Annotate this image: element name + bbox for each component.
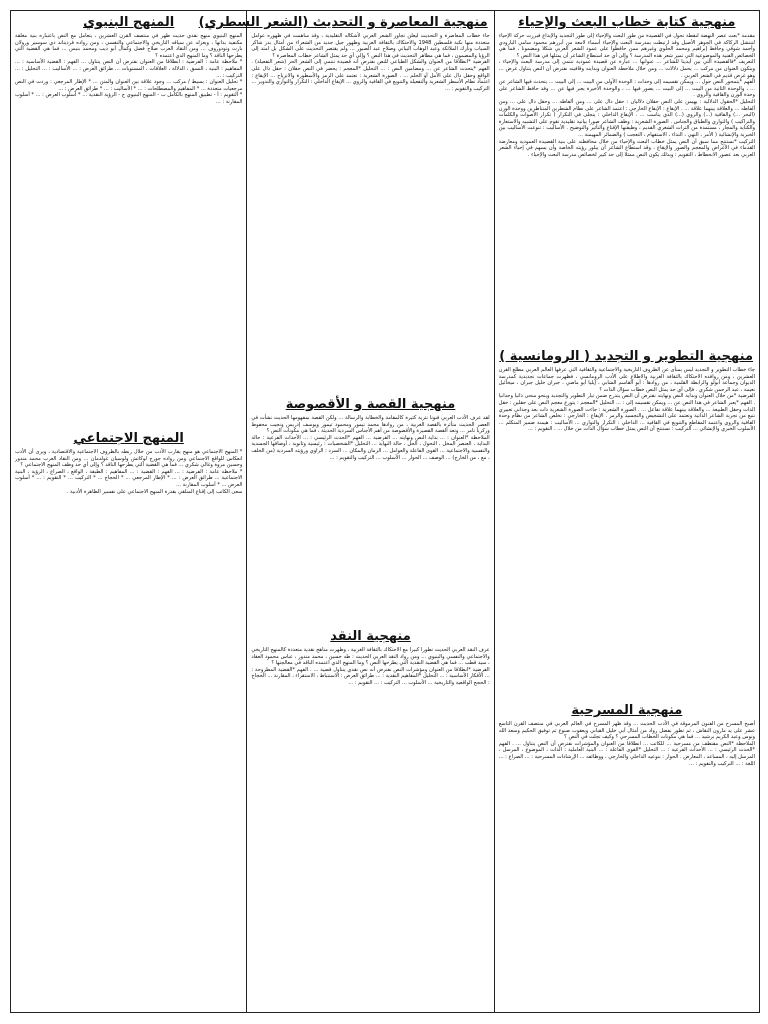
section-story <box>251 397 489 625</box>
analysis-paragraph: الفرضية *انطلاقا من العنوان ومؤشرات النص نفترض أنه نص نقدي يتناول قضية ... . الفهم *القضية المطروحة : ... الأفكار الأساسية : ... التحليل *المفاهيم النقدية : ... طرائق العرض : الاستنباط ، الاستقراء ، المقارنة ... الحجاج : الحجج الواقعية والتاريخية ... الأسلوب ... التركيب : ... التقويم : ... <box>251 666 490 686</box>
middle-column <box>198 11 493 1012</box>
section-theatre <box>499 703 755 1008</box>
synthesis-paragraph: التركيب *نستنتج مما سبق أن النص يمثل خطاب البعث والإحياء من خلال محافظته على بنية القصيدة العمودية ومعارضة القدماء في الأغراض والمعجم والصور والإيقاع ، وقد استطاع الشاعر أن يبلور رؤيته الخاصة وأن يسهم في إحياء الشعر العربي بعد عصور الانحطاط ، التقويم : وبذلك يكون النص ممثلا إلى حد كبير لخصائص مدرسة البعث والإحياء . <box>498 138 755 158</box>
section-heading: منهجية التطوير و التجديد ( الرومانسية ) <box>499 349 753 364</box>
comprehension-paragraph: الفهم *يتمحور النص حول ... ويمكن تقسيمه إلى وحدات : الوحدة الأولى من البيت ... إلى البيت ... يتحدث فيها الشاعر عن ... ، والوحدة الثانية من البيت ... إلى البيت ... يصور فيها ... ، والوحدة الأخيرة يعبر فيها عن ... وقد حافظ الشاعر على وحدة الوزن والقافية والروي . <box>498 79 755 99</box>
analysis-paragraph: الفرضية *انطلاقا من العنوان والشكل الطباعي للنص نفترض أنه قصيدة تنتمي إلى الشعر الحر (شعر التفعيلة) . الفهم *يتحدث الشاعر عن ... ومضامين النص : ... التحليل *المعجم : يحضر في النص حقلان : حقل دال على الواقع وحقل دال على الأمل أو الحلم ... . الصورة الشعرية : تعتمد على الرمز والأسطورة والانزياح ... الإيقاع : اعتماد نظام الأسطر الشعرية والتفعيلة والتنويع في القافية والروي ... الإيقاع الداخلي : التكرار والتوازي والتدوير ... التركيب والتقويم : ... <box>251 59 490 92</box>
intro-paragraph: المنهج البنيوي منهج نقدي حديث ظهر في منتصف القرن العشرين ، يتعامل مع النص باعتباره بنية مغلقة مكتفية بذاتها ، ويعزله عن سياقه التاريخي والاجتماعي والنفسي ، ومن رواده فرديناند دي سوسير ورولان بارت وتودوروف ... ومن النقاد العرب صلاح فضل وكمال أبو ديب ومحمد بنيس ... فما هي القضية التي يطرحها الناقد ؟ وما المنهج الذي اعتمده ؟ <box>14 33 243 59</box>
intro-paragraph: جاء خطاب التطوير و التجديد ليس بمنأى عن الظروف التاريخية والاجتماعية والثقافية التي عرفها العالم العربي مطلع القرن العشرين ، ومن روافده الاحتكاك بالثقافة الغربية والاطلاع على الأدب الرومانسي ، فظهرت جماعات تجديدية كمدرسة الديوان وجماعة أبولو والرابطة القلمية ، من روادها : أبو القاسم الشابي ، إيليا أبو ماضي ، جبران خليل جبران ، ميخائيل نعيمة ، عبد الرحمن شكري . فإلى أي حد يمثل النص خطاب سؤال الذات ؟ <box>498 367 755 393</box>
conclusion-paragraph: سعى الكاتب إلى إقناع المتلقي بقدرة المنهج الاجتماعي على تفسير الظاهرة الأدبية . <box>66 488 243 495</box>
intro-paragraph: لقد عرف الأدب العربي فنونا نثرية كثيرة كالمقامة والخطابة والرسالة ... ولكن القصة بمفهومها الحديث نشأت في العصر الحديث متأثرة بالقصة الغربية ، من روادها محمد تيمور ومحمود تيمور ويوسف إدريس ونجيب محفوظ وزكريا تامر ... وتعد القصة القصيرة والأقصوصة من أهم الأجناس السردية الحديثة ، فما هي مكونات النص ؟ <box>251 415 490 435</box>
analysis-paragraph: التحليل *الحقول الدلالية : يهيمن على النص حقلان دلاليان : حقل دال على ... ومن ألفاظه ... وحقل دال على ... ومن ألفاظه ... والعلاقة بينهما علاقة ... . الإيقاع : الإيقاع الخارجي : اعتمد الشاعر على نظام الشطرين المتناظرين ووحدة الوزن (البحر ...) والقافية (...) والروي (...) الذي يناسب ... . الإيقاع الداخلي : يتجلى في التكرار ( تكرار الأصوات والكلمات والتراكيب ) والتوازي والطباق والجناس . الصورة الشعرية : وظف الشاعر صورا بيانية تقليدية تقوم على التشبيه والاستعارة والكناية والمجاز ، مستمدة من التراث الشعري القديم ، وظيفتها الإقناع والتأثير والتوضيح . الأساليب : تنوعت الأساليب بين الخبرية والإنشائية ( الأمر ، النهي ، النداء ، الاستفهام ، التعجب ) والضمائر المهيمنة ... <box>498 98 755 138</box>
evaluation-paragraph: * التقويم : أ - تطبيق المنهج بالكامل ب - المنهج البنيوي ج - الرؤية النقدية ... * أسلوب العرض : ... * أسلوب المقارنة : ... <box>14 92 243 105</box>
observation-paragraph: * ملاحظة عامة : الفرضية : انطلاقا من العنوان نفترض أن النص يتناول ... الفهم : القضية الأساسية : ... المفاهيم : البنية ، النسق ، الدلالة ، العلاقات ، المستويات ... طرائق العرض : ... الأساليب : ... التحليل : ... التركيب : ... <box>14 59 243 79</box>
section-criticism <box>251 629 489 1009</box>
section-social-method <box>15 431 242 1008</box>
section-modernity <box>198 15 490 393</box>
intro-paragraph: جاء خطاب المعاصرة و التحديث ليعلن تجاوز الشعر العربي لأشكاله التقليدية ، وقد ساهمت في ظهوره عوامل متعددة منها نكبة فلسطين 1948 والاحتكاك بالثقافة الغربية وظهور جيل جديد من الشعراء من أمثال بدر شاكر السياب ونازك الملائكة وعبد الوهاب البياتي وصلاح عبد الصبور ... ولم يقتصر التحديث على الشكل بل امتد إلى الرؤيا والمضمون ، فما هي مظاهر التحديث في هذا النص ؟ وإلى أي حد يمثل الشاعر خطاب المعاصرة ؟ <box>251 33 490 59</box>
intro-paragraph: أصبح المسرح من الفنون المرموقة في الأدب الحديث ... وقد ظهر المسرح في العالم العربي في منتصف القرن التاسع عشر على يد مارون النقاش ، ثم تطور بفضل رواد من أمثال أبي خليل القباني ويعقوب صنوع ثم توفيق الحكيم وسعد الله ونوس وعبد الكريم برشيد ... فما هي مكونات الخطاب المسرحي ؟ وكيف تجلت في النص ؟ <box>498 721 755 741</box>
analysis-paragraph: * ملاحظة عامة : الفرضية : ... الفهم : القضية : ... المفاهيم : الطبقة ، الواقع ، الصراع ، الرؤية ، البنية الاجتماعية ... طرائق العرض : ... * الإطار المرجعي ... * الحجاج ... * التركيب ... * التقويم : ... * أسلوب العرض ... * أسلوب المقارنة ... <box>14 468 243 488</box>
section-heading: المنهج البنيوي <box>83 15 175 30</box>
intro-paragraph: مقدمة *بعث عصر النهضة لنقطة تحول في القصيدة من طور البعث والإحياء إلى طور التجديد والإبداع فبرزت حركة الإحياء لتنتشل الركاكة في الجوهر الأصيل وقد ارتبطت بمدرسة البعث والإحياء أسماء لامعة من أبرزهم محمود سامي البارودي وأحمد شوقي وحافظ إبراهيم ومحمد الحلوي وغيرهم ممن حافظوا على عمود الشعر العربي شكلا ومضمونا ، فما هي الخصائص الفنية والموضوعية التي تميز شعر هذه المدرسة ؟ وإلى أي حد استطاع الشاعر أن يمثلها في هذا النص ؟ <box>498 33 755 59</box>
section-heading: المنهج الاجتماعي <box>73 431 184 446</box>
analysis-paragraph: * تحليل العنوان : بسيط / مركب ... وجود علاقة بين العنوان والمتن ... * الإطار المرجعي : وردت في النص مرجعيات متعددة ... * المفاهيم والمصطلحات : ... * الأساليب : ... * طرائق العرض : ... <box>14 79 243 92</box>
definition-paragraph: التعريف *فالقصيدة التي بين أيدينا للشاعر ... عنوانها ... عبارة عن قصيدة عمودية تنتمي إلى مدرسة البعث والإحياء ، ويتكون العنوان من مركب ... يحمل دلالات ... ومن خلال ملاحظة العنوان وبدايته وقافيته نفترض أن النص يتناول غرض ... وهو غرض قديم في الشعر العربي . <box>498 59 755 79</box>
analysis-paragraph: الفرضية *من خلال العنوان وبداية النص ونهايته نفترض أن النص يندرج ضمن تيار التطوير والتجديد وينحو منحى ذاتيا وجدانيا . الفهم *يعبر الشاعر في هذا النص عن ... ويمكن تقسيمه إلى : ... التحليل *المعجم : يتوزع معجم النص على حقلين : حقل الذات وحقل الطبيعة ... والعلاقة بينهما علاقة تفاعل ... . الصورة الشعرية : جاءت الصورة الشعرية ذات بعد وجداني تعبيري تنبع من تجربة الشاعر الذاتية وتعتمد على التشخيص والتجسيد والرمز . الإيقاع : الخارجي : تخلص الشاعر من نظام وحدة القافية والروي واعتمد المقاطع والتنويع في القافية ... الداخلي : التكرار والتوازي ... الأساليب : هيمنة ضمير المتكلم ... الأسلوب الخبري والإنشائي ... التركيب : نستنتج أن النص يمثل خطاب سؤال الذات من خلال ... . التقويم : ... <box>498 393 755 433</box>
analysis-paragraph: الملاحظة *النص مقتطف من مسرحية ... للكاتب ... انطلاقا من العنوان والمؤشرات نفترض أن النص يتناول ... . الفهم *الحدث الرئيسي : ... الأحداث الفرعية : ... التحليل *القوى الفاعلة : ... البنية العاملية : الذات ، الموضوع ، المرسل ، المرسل إليه ، المساعد ، المعارض . الحوار : بنوعيه الداخلي والخارجي ، ووظائفه ... الإرشادات المسرحية : ... الصراع : ... اللغة : ... التركيب والتقويم : ... <box>498 740 755 767</box>
left-column <box>11 11 246 1012</box>
intro-paragraph: عرف النقد العربي الحديث تطورا كبيرا مع الاحتكاك بالثقافة الغربية ، وظهرت مناهج نقدية متعددة كالمنهج التاريخي والاجتماعي والنفسي والبنيوي ... ومن رواد النقد العربي الحديث : طه حسين ، محمد مندور ، عباس محمود العقاد ، سيد قطب ... فما هي القضية النقدية التي يطرحها النص ؟ وما المنهج الذي اعتمده الناقد في معالجتها ؟ <box>251 647 490 667</box>
section-structuralism <box>15 15 242 427</box>
right-column <box>494 11 759 1012</box>
section-heading: منهجية القصة و الأقصوصة <box>285 397 456 412</box>
section-heading: منهجية المعاصرة و التحديث (الشعر السطري) <box>198 15 488 30</box>
analysis-paragraph: الملاحظة *العنوان : ... بداية النص ونهايته ... الفرضية ... الفهم *الحدث الرئيسي : ... الأحداث الفرعية : حالة البداية ، العنصر المخل ، التحول ، الحل ، حالة النهاية ... التحليل *الشخصيات : رئيسية وثانوية ، أوصافها الجسدية والنفسية والاجتماعية ... القوى الفاعلة والعوامل ... الزمان والمكان ... السرد : الراوي ورؤيته السردية (من الخلف ، مع ، من الخارج) ... الوصف ... الحوار ... الأسلوب ... التركيب والتقويم : ... <box>251 434 490 461</box>
section-heading: منهجية كتابة خطاب البعث والإحياء <box>518 15 736 30</box>
section-heading: منهجية النقد <box>330 629 411 644</box>
section-romanticism <box>499 349 755 699</box>
intro-paragraph: * المنهج الاجتماعي هو منهج يقارب الأدب من خلال ربطه بالظروف الاجتماعية والاقتصادية ، ويرى أن الأدب انعكاس للواقع الاجتماعي ومن رواده جورج لوكاتش ولوسيان غولدمان ... ومن النقاد العرب محمد مندور وحسين مروة وغالي شكري ... فما هي القضية التي يطرحها الناقد ؟ وإلى أي حد وظف المنهج الاجتماعي ؟ <box>14 449 243 469</box>
section-baath-ihyaa <box>499 15 755 345</box>
worksheet-page <box>10 10 760 1013</box>
section-heading: منهجية المسرحية <box>571 703 683 718</box>
